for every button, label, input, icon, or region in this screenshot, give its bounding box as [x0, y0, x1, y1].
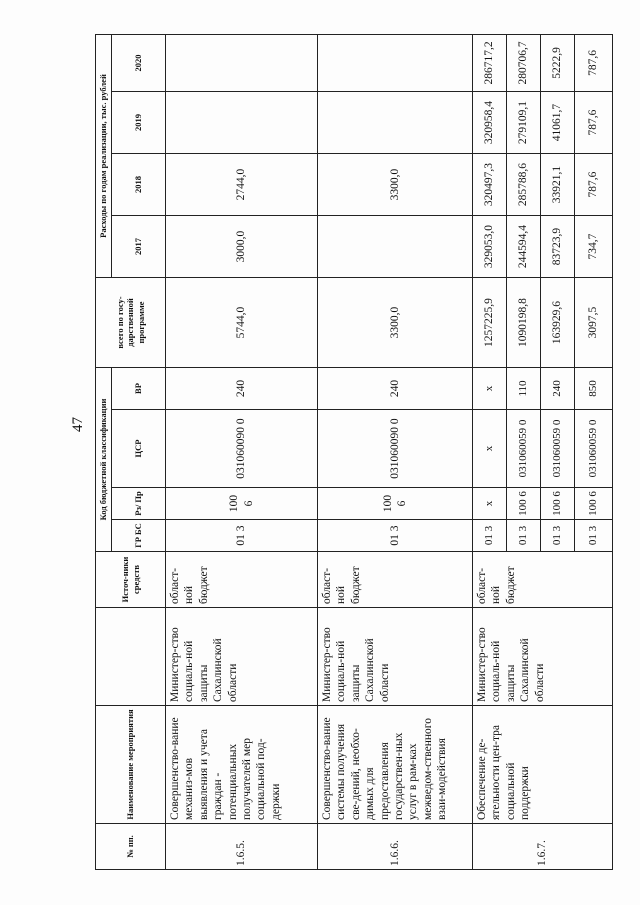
row-2018: 2744,0 [166, 154, 318, 216]
row-csr: 031060059 0 [575, 410, 613, 488]
row-name: Совершенство-вание системы получения све-дений, необхо-димых для предоставления государствен-ных услуг в рам-ках межведом-ственного взаи-модействия [318, 706, 473, 824]
row-executor: Министер-ство социаль-ной защиты Сахалинской области [473, 608, 613, 706]
row-2019: 320958,4 [473, 92, 507, 154]
header-rzpr: Рз/ Пр [112, 488, 166, 520]
row-grbs: 01 3 [541, 520, 575, 552]
header-csr: ЦСР [112, 410, 166, 488]
row-2020: 280706,7 [507, 34, 541, 91]
row-num: 1.6.6. [318, 824, 473, 870]
table-row [166, 34, 318, 869]
header-2019: 2019 [112, 92, 166, 154]
row-2018: 33921,1 [541, 154, 575, 216]
row-total: 1257225,9 [473, 278, 507, 368]
row-rzpr: 100 6 [575, 488, 613, 520]
row-2018: 3300,0 [318, 154, 473, 216]
row-vr: х [473, 368, 507, 410]
row-2019 [318, 92, 473, 154]
row-executor: Министер-ство социаль-ной защиты Сахалинской области [166, 608, 318, 706]
header-name: Наименование мероприятия [96, 706, 166, 824]
row-rzpr: 100 6 [166, 488, 318, 520]
row-2017: 329053,0 [473, 216, 507, 278]
row-num: 1.6.7. [473, 824, 613, 870]
row-2018: 320497,3 [473, 154, 507, 216]
row-executor: Министер-ство социаль-ной защиты Сахалинской области [318, 608, 473, 706]
row-source: област-ной бюджет [166, 552, 318, 608]
page-number: 47 [70, 417, 86, 432]
row-grbs: 01 3 [507, 520, 541, 552]
row-2019: 787,6 [575, 92, 613, 154]
row-rzpr: 100 6 [318, 488, 473, 520]
row-total: 163929,6 [541, 278, 575, 368]
row-2019: 279109,1 [507, 92, 541, 154]
header-budget-classification: Код бюджетной классификации [96, 368, 112, 552]
header-expenses-by-year: Расходы по годам реализации, тыс. рублей [96, 34, 112, 277]
row-2017 [318, 216, 473, 278]
row-csr: 031060090 0 [318, 410, 473, 488]
row-total: 3097,5 [575, 278, 613, 368]
row-name: Совершенство-вание механиз-мов выявления и учета граждан - потенциальных получателей мер социальной под-держки [166, 706, 318, 824]
row-2018: 285788,6 [507, 154, 541, 216]
table-row [318, 34, 473, 869]
header-2017: 2017 [112, 216, 166, 278]
budget-table-container [95, 35, 612, 870]
row-source: област-ной бюджет [318, 552, 473, 608]
header-2020: 2020 [112, 34, 166, 91]
row-2017: 734,7 [575, 216, 613, 278]
header-grbs: ГР БС [112, 520, 166, 552]
row-2017: 83723,9 [541, 216, 575, 278]
row-vr: 110 [507, 368, 541, 410]
row-grbs: 01 3 [166, 520, 318, 552]
row-name: Обеспечение де-ятельности цен-тра социальной поддержки [473, 706, 613, 824]
row-csr: х [473, 410, 507, 488]
row-2020 [166, 34, 318, 91]
row-source: област-ной бюджет [473, 552, 613, 608]
row-2020: 5222,9 [541, 34, 575, 91]
row-grbs: 01 3 [575, 520, 613, 552]
header-executor [96, 608, 166, 706]
row-vr: 240 [541, 368, 575, 410]
header-vr: ВР [112, 368, 166, 410]
row-total: 1090198,8 [507, 278, 541, 368]
header-2018: 2018 [112, 154, 166, 216]
row-rzpr: 100 6 [507, 488, 541, 520]
row-2020 [318, 34, 473, 91]
row-2019: 41061,7 [541, 92, 575, 154]
row-rzpr: 100 6 [541, 488, 575, 520]
row-num: 1.6.5. [166, 824, 318, 870]
row-vr: 240 [166, 368, 318, 410]
row-vr: 240 [318, 368, 473, 410]
header-total: всего по госу-дарственной программе [96, 278, 166, 368]
header-source: Источ-ники средств [96, 552, 166, 608]
row-2018: 787,6 [575, 154, 613, 216]
row-vr: 850 [575, 368, 613, 410]
budget-table [95, 34, 613, 870]
row-2019 [166, 92, 318, 154]
row-2020: 787,6 [575, 34, 613, 91]
row-total: 5744,0 [166, 278, 318, 368]
row-rzpr: х [473, 488, 507, 520]
row-grbs: 01 3 [318, 520, 473, 552]
table-row [473, 34, 507, 869]
row-2017: 3000,0 [166, 216, 318, 278]
row-csr: 031060059 0 [507, 410, 541, 488]
row-csr: 031060059 0 [541, 410, 575, 488]
row-csr: 031060090 0 [166, 410, 318, 488]
row-total: 3300,0 [318, 278, 473, 368]
row-grbs: 01 3 [473, 520, 507, 552]
row-2020: 286717,2 [473, 34, 507, 91]
header-num: № пп. [96, 824, 166, 870]
row-2017: 244594,4 [507, 216, 541, 278]
